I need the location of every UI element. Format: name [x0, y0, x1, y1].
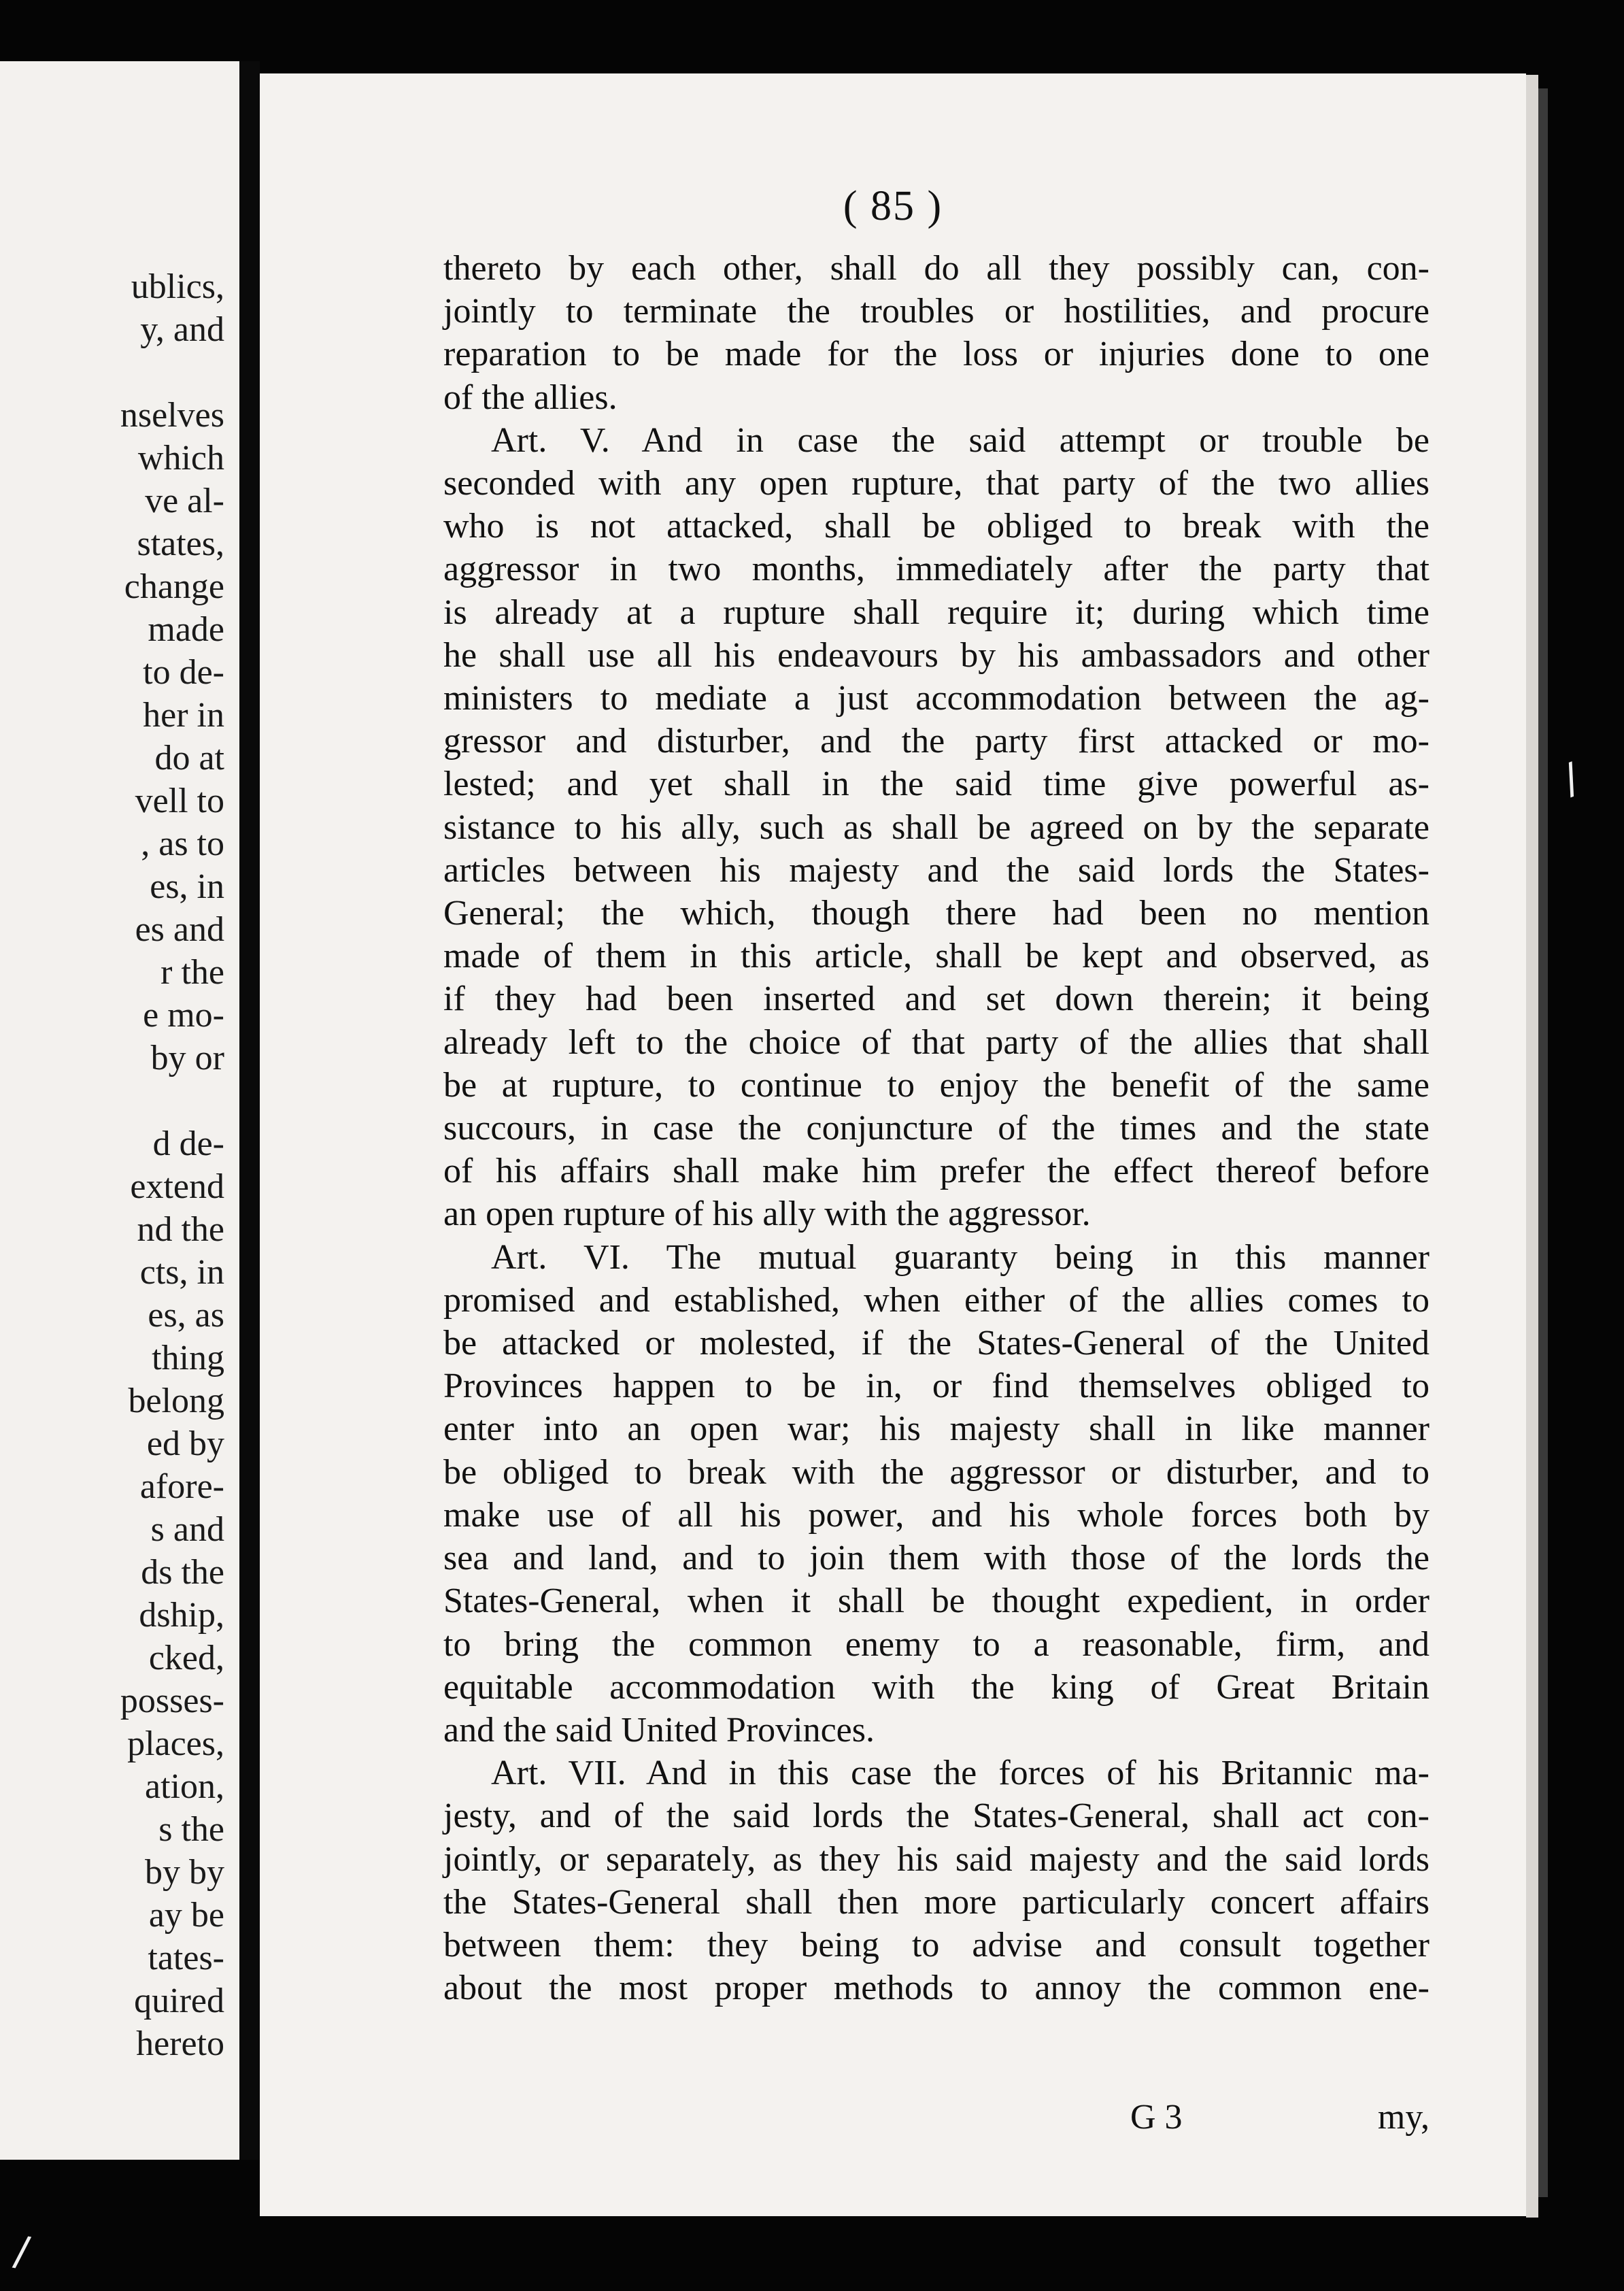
facing-page-line: ve al-	[145, 482, 224, 520]
facing-page-line: cts, in	[139, 1253, 224, 1292]
facing-page-text	[120, 265, 224, 2065]
text-line: jointly to terminate the troubles or hostilities, and procure	[443, 292, 1430, 331]
facing-page-line: made	[148, 610, 224, 649]
facing-page-line: s and	[150, 1510, 224, 1549]
book-gutter	[239, 61, 260, 2160]
facing-page-line: extend	[130, 1167, 224, 1206]
text-line: and the said United Provinces.	[443, 1710, 875, 1750]
text-line: articles between his majesty and the said lords the States-	[443, 850, 1430, 890]
text-line: thereto by each other, shall do all they possibly can, con-	[443, 249, 1430, 288]
text-line: of the allies.	[443, 378, 618, 417]
signature-mark: G 3	[1130, 2098, 1183, 2137]
facing-page-line: cked,	[148, 1639, 224, 1677]
text-line: about the most proper methods to annoy the common ene-	[443, 1969, 1430, 2008]
text-line: succours, in case the conjuncture of the times and the state	[443, 1109, 1430, 1148]
text-line: Art. V. And in case the said attempt or trouble be	[491, 420, 1430, 460]
text-line: sistance to his ally, such as shall be agreed on by the separate	[443, 807, 1430, 847]
facing-page-line: by by	[145, 1853, 224, 1892]
text-line: is already at a rupture shall require it; during which time	[443, 592, 1430, 632]
text-line: the States-General shall then more particularly concert affairs	[443, 1882, 1430, 1922]
facing-page-line: es and	[135, 910, 224, 949]
text-line: seconded with any open rupture, that party of the two allies	[443, 464, 1430, 503]
facing-page-line: nd the	[137, 1210, 224, 1249]
book-page	[260, 73, 1526, 2216]
facing-page-line: ation,	[145, 1767, 224, 1806]
text-line: of his affairs shall make him prefer the effect thereof before	[443, 1152, 1430, 1191]
page-edge-shadow	[1538, 88, 1548, 2197]
text-line: ministers to mediate a just accommodation between the ag-	[443, 679, 1430, 718]
facing-page-line: , as to	[141, 824, 224, 863]
text-line: an open rupture of his ally with the aggressor.	[443, 1194, 1091, 1234]
facing-page-line: to de-	[143, 653, 224, 692]
facing-page-line: es, in	[150, 867, 224, 906]
text-line: made of them in this article, shall be kept and observed, as	[443, 937, 1430, 976]
facing-page-line: s the	[158, 1810, 224, 1849]
text-line: be at rupture, to continue to enjoy the benefit of the same	[443, 1065, 1430, 1105]
facing-page-line: do at	[154, 739, 224, 777]
text-line: promised and established, when either of the allies comes to	[443, 1280, 1430, 1320]
facing-page-line: hereto	[136, 2024, 224, 2063]
text-line: lested; and yet shall in the said time give powerful as-	[443, 765, 1430, 804]
page-edge	[1526, 75, 1538, 2218]
text-line: Provinces happen to be in, or find themselves obliged to	[443, 1367, 1430, 1406]
page-number: ( 85 )	[843, 183, 943, 229]
facing-page-line: ublics,	[131, 267, 224, 306]
text-line: be obliged to break with the aggressor or disturber, and to	[443, 1452, 1430, 1492]
facing-page-line: which	[137, 439, 224, 478]
catchword: my,	[1377, 2098, 1430, 2137]
text-line: be attacked or molested, if the States-General of the United	[443, 1324, 1430, 1363]
facing-page-line: d de-	[152, 1124, 224, 1163]
facing-page-line	[120, 1080, 224, 1122]
text-line: jointly, or separately, as they his said majesty and the said lords	[443, 1839, 1430, 1879]
facing-page-line: states,	[137, 524, 224, 563]
facing-page-line: by or	[150, 1039, 224, 1077]
facing-page-line: nselves	[120, 396, 224, 435]
facing-page-line: vell to	[135, 782, 224, 820]
text-line: already left to the choice of that party of the allies that shall	[443, 1022, 1430, 1062]
facing-page-line: tates-	[148, 1939, 224, 1977]
facing-page-line: ds the	[141, 1553, 224, 1592]
text-line: between them: they being to advise and consult together	[443, 1925, 1430, 1964]
text-line: General; the which, though there had been no mention	[443, 894, 1430, 933]
facing-page-line: y, and	[140, 310, 224, 349]
facing-page-left	[0, 61, 239, 2160]
text-line: Art. VI. The mutual guaranty being in this manner	[491, 1237, 1430, 1277]
facing-page-line: es, as	[148, 1296, 224, 1335]
facing-page-line: afore-	[139, 1467, 224, 1506]
scan-artifact-mark: /	[1556, 754, 1586, 804]
text-line: enter into an open war; his majesty shall in like manner	[443, 1409, 1430, 1449]
facing-page-line: quired	[134, 1981, 224, 2020]
text-line: equitable accommodation with the king of Great Britain	[443, 1667, 1430, 1707]
facing-page-line: change	[124, 567, 224, 606]
page-body-text	[443, 247, 1430, 2009]
text-line: gressor and disturber, and the party first attacked or mo-	[443, 722, 1430, 761]
facing-page-line: posses-	[120, 1682, 224, 1720]
text-line: to bring the common enemy to a reasonable, firm, and	[443, 1624, 1430, 1664]
facing-page-line: thing	[152, 1339, 224, 1377]
text-line: Art. VII. And in this case the forces of his Britannic ma-	[491, 1754, 1430, 1793]
text-line: he shall use all his endeavours by his ambassadors and other	[443, 635, 1430, 675]
text-line: jesty, and of the said lords the States-General, shall act con-	[443, 1796, 1430, 1836]
text-line: States-General, when it shall be thought expedient, in order	[443, 1582, 1430, 1621]
text-line: aggressor in two months, immediately after the party that	[443, 550, 1430, 589]
facing-page-line	[120, 351, 224, 394]
facing-page-line: dship,	[139, 1596, 224, 1635]
facing-page-line: places,	[127, 1724, 224, 1763]
text-line: sea and land, and to join them with those of the lords the	[443, 1539, 1430, 1578]
facing-page-line: ed by	[146, 1424, 224, 1463]
text-line: who is not attacked, shall be obliged to break with the	[443, 507, 1430, 546]
text-line: reparation to be made for the loss or injuries done to one	[443, 335, 1430, 374]
facing-page-line: e mo-	[143, 996, 224, 1035]
facing-page-line: ay be	[148, 1896, 224, 1935]
facing-page-line: her in	[143, 696, 224, 735]
facing-page-line: r the	[160, 953, 224, 992]
text-line: make use of all his power, and his whole forces both by	[443, 1495, 1430, 1535]
text-line: if they had been inserted and set down therein; it being	[443, 980, 1430, 1019]
scan-artifact-mark: /	[11, 2226, 33, 2277]
facing-page-line: belong	[128, 1382, 224, 1420]
